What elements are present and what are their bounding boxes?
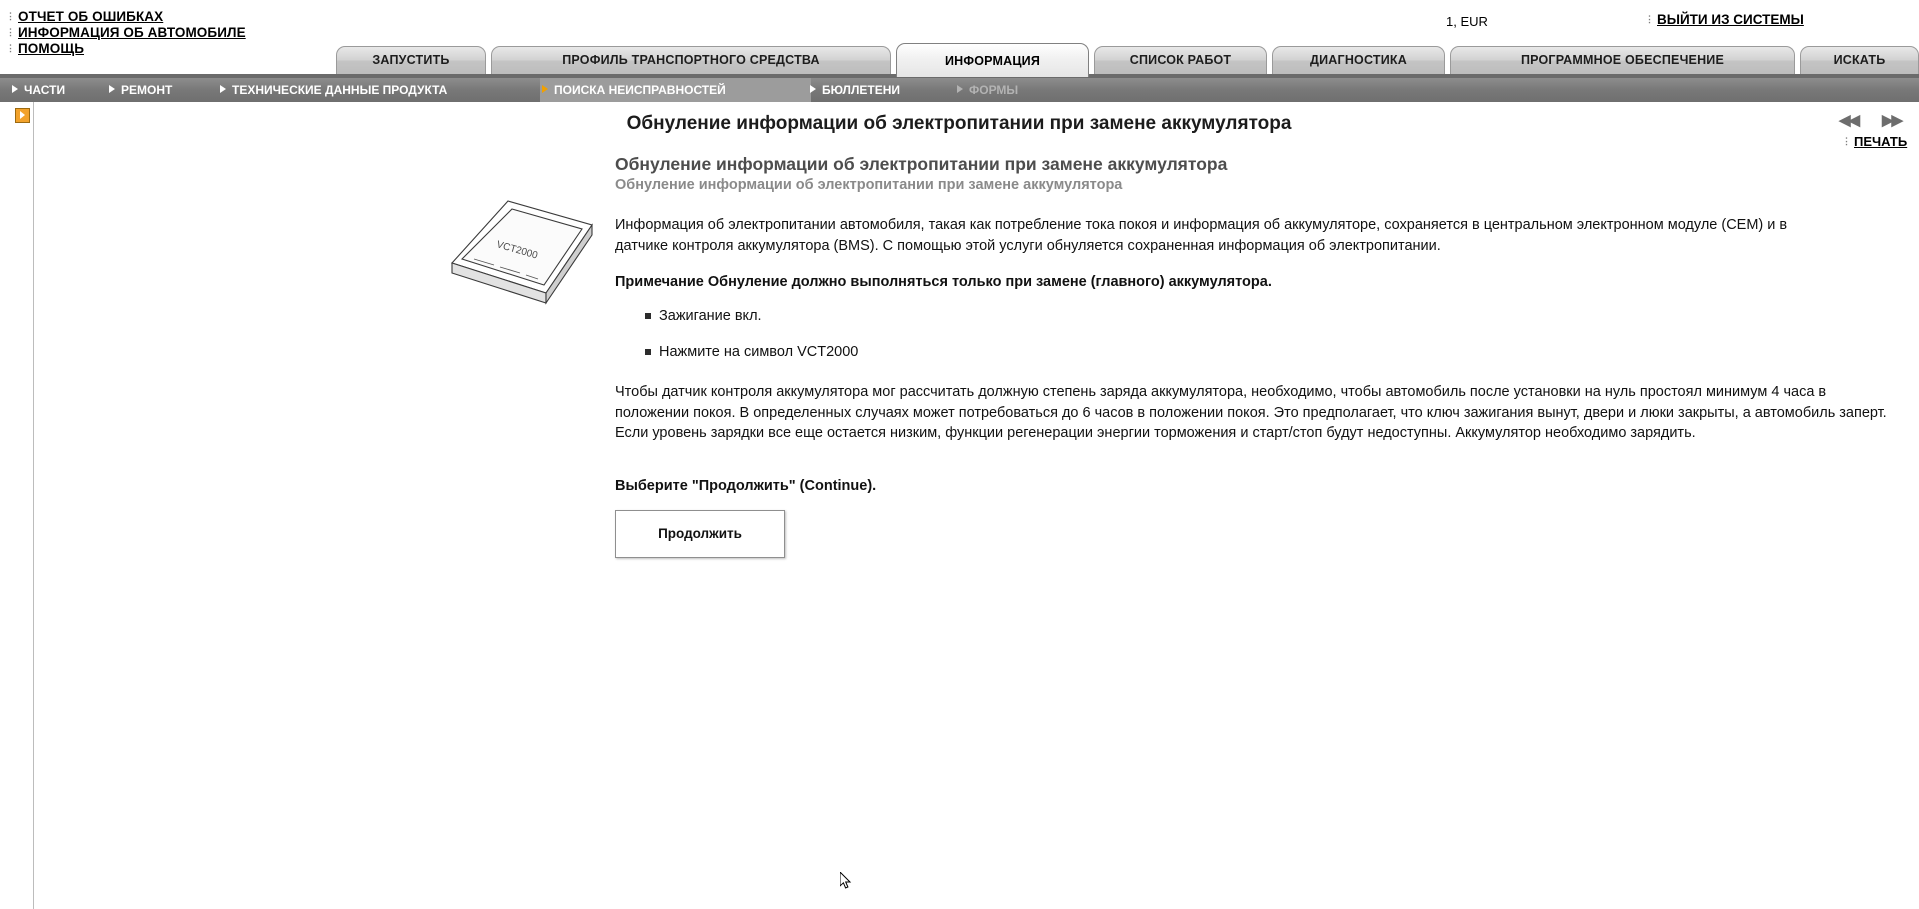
arrow-right-icon: [109, 85, 115, 93]
subnav-item-product-technical-data-label: ТЕХНИЧЕСКИЕ ДАННЫЕ ПРОДУКТА: [232, 83, 448, 97]
subnav-item-parts[interactable]: [10, 78, 104, 102]
list-item: Зажигание вкл.: [645, 306, 1905, 326]
left-rail: [0, 102, 34, 909]
article-paragraph-1: Информация об электропитании автомобиля, такая как потребление тока покоя и информация об аккумуляторе, сохраняется в центральном электронном модуле (CEM) и в датчике контроля аккумулятора (BMS). С помощью этой услуги обнуляется сохраненная информация об электропитании.: [615, 217, 1788, 254]
arrow-right-icon: [12, 85, 18, 93]
article-heading: Обнуление информации об электропитании при замене аккумулятора: [615, 154, 1228, 174]
printer-icon: [1842, 137, 1848, 147]
arrow-right-icon: [542, 85, 548, 93]
tab-software[interactable]: ПРОГРАММНОЕ ОБЕСПЕЧЕНИЕ: [1450, 46, 1795, 74]
next-page-button[interactable]: ▶▶: [1882, 112, 1902, 129]
arrow-right-icon: [220, 85, 226, 93]
content-area: [34, 102, 1919, 909]
subnav-item-product-technical-data[interactable]: [218, 78, 532, 102]
article-body: [615, 154, 1905, 558]
article-note: Примечание Обнуление должно выполняться только при замене (главного) аккумулятора.: [615, 274, 1272, 290]
logout-label: ВЫЙТИ ИЗ СИСТЕМЫ: [1657, 12, 1804, 27]
arrow-right-icon: [810, 85, 816, 93]
subnav-item-troubleshooting[interactable]: [540, 78, 811, 102]
link-vehicle-information-label: ИНФОРМАЦИЯ ОБ АВТОМОБИЛЕ: [18, 25, 246, 40]
drag-handle-icon: [6, 28, 12, 38]
drag-handle-icon: [1645, 15, 1651, 25]
article-step-list: [615, 306, 1905, 362]
vct2000-device-illustration: [434, 197, 624, 317]
tab-information[interactable]: ИНФОРМАЦИЯ: [896, 43, 1089, 77]
link-help-label: ПОМОЩЬ: [18, 41, 85, 56]
illustration-label: VCT2000: [495, 239, 539, 262]
subnav-item-forms-label: ФОРМЫ: [969, 83, 1019, 97]
article-paragraph-2: Чтобы датчик контроля аккумулятора мог рассчитать должную степень заряда аккумулятора, необходимо, чтобы автомобиль после установки на нуль простоял минимум 4 часа в положении покоя. В определенных случаях может потребоваться до 6 часов в положении покоя. Это предполагает, что ключ зажигания вынут, двери и люки закрыты, а автомобиль заперт. Если уровень зарядки все еще остается низким, функции регенерации энергии торможения и старт/стоп будут недоступны. Аккумулятор необходимо зарядить.: [615, 384, 1887, 441]
link-vehicle-information[interactable]: [6, 25, 426, 41]
subnav-item-bulletins[interactable]: [808, 78, 962, 102]
logout-button[interactable]: [1645, 12, 1804, 27]
tab-vehicle-profile[interactable]: ПРОФИЛЬ ТРАНСПОРТНОГО СРЕДСТВА: [491, 46, 891, 74]
tab-search[interactable]: ИСКАТЬ: [1800, 46, 1919, 74]
tab-diagnostics[interactable]: ДИАГНОСТИКА: [1272, 46, 1445, 74]
sub-navigation-bar: [0, 78, 1919, 102]
article-subheading: Обнуление информации об электропитании при замене аккумулятора: [615, 177, 1123, 193]
article-select-prompt: Выберите "Продолжить" (Continue).: [615, 477, 877, 494]
arrow-right-icon: [957, 85, 963, 93]
subnav-item-bulletins-label: БЮЛЛЕТЕНИ: [822, 83, 901, 97]
sidebar-expand-button[interactable]: [15, 108, 30, 123]
tab-work-list[interactable]: СПИСОК РАБОТ: [1094, 46, 1267, 74]
subnav-item-repair-label: РЕМОНТ: [121, 83, 173, 97]
print-button[interactable]: [1842, 134, 1907, 149]
continue-button[interactable]: Продолжить: [615, 510, 785, 558]
drag-handle-icon: [6, 12, 12, 22]
subnav-item-troubleshooting-label: ПОИСКА НЕИСПРАВНОСТЕЙ: [554, 83, 726, 97]
subnav-item-forms[interactable]: [955, 78, 1079, 102]
main-tab-bar: [0, 46, 1919, 78]
subnav-item-repair[interactable]: [107, 78, 214, 102]
previous-page-button[interactable]: ◀◀: [1839, 112, 1859, 129]
currency-indicator: 1, EUR: [1446, 14, 1488, 29]
tab-start[interactable]: ЗАПУСТИТЬ: [336, 46, 486, 74]
print-label: ПЕЧАТЬ: [1854, 134, 1908, 149]
subnav-item-parts-label: ЧАСТИ: [24, 83, 66, 97]
page-title: Обнуление информации об электропитании при замене аккумулятора: [626, 113, 1292, 134]
link-error-report[interactable]: [6, 9, 426, 25]
link-error-report-label: ОТЧЕТ ОБ ОШИБКАХ: [18, 9, 164, 24]
list-item: Нажмите на символ VCT2000: [645, 342, 1905, 362]
